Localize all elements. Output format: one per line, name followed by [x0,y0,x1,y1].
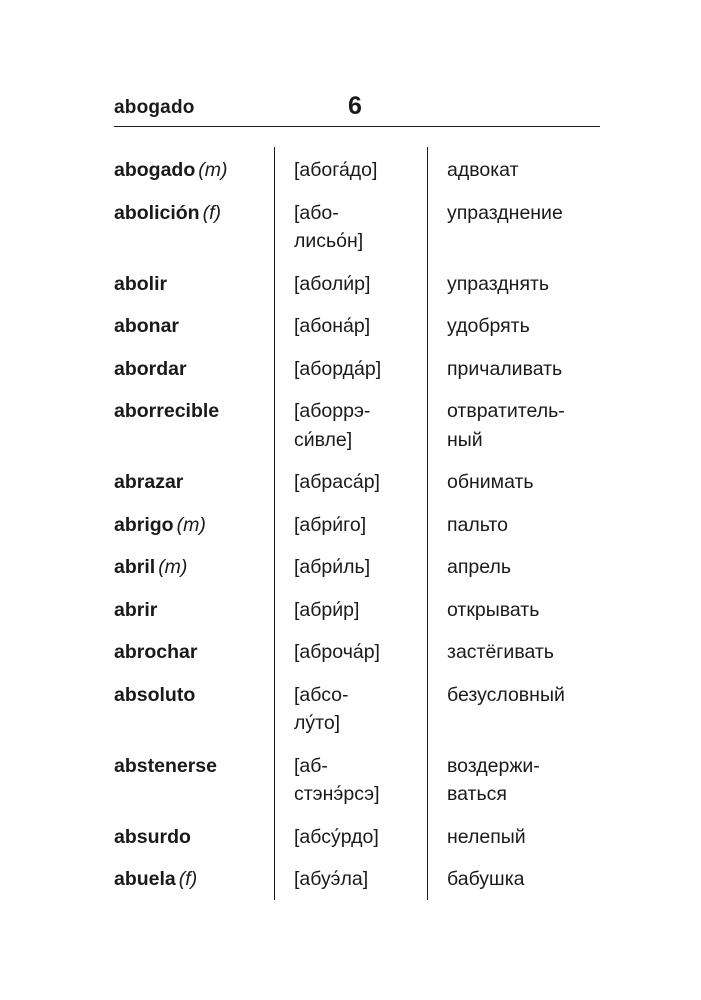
entry-translation: отвратитель- ный [447,400,565,451]
entry-headword-cell [114,638,272,667]
entry-headword: abrazar [114,471,184,493]
entry-pronunciation: [або- лисьо́н] [294,201,364,252]
entry-headword-cell [114,355,272,384]
entry-gender: (f) [202,201,221,224]
entry-translation: обнимать [447,471,534,493]
entry-headword-cell [114,397,272,426]
entry-translation: упразднять [447,272,550,295]
entry-headword: absoluto [114,683,196,706]
entry-headword: abolición [114,201,200,224]
entry-translation: пальто [447,513,508,536]
entry-translation: безусловный [447,683,565,706]
entry-pronunciation: [абраса́р] [294,471,380,493]
entry-headword-cell [114,156,272,185]
entry-pronunciation: [аборда́р] [294,357,382,380]
entry-headword: abrigo [114,513,174,536]
entry-gender: (m) [176,513,206,536]
entry-pronunciation: [абсо- лу́то] [294,683,349,734]
entry-headword: aborrecible [114,400,220,422]
entry-headword-cell [114,823,272,852]
entry-gender: (f) [178,868,198,890]
entry-headword: abrir [114,598,158,621]
entry-headword: abordar [114,357,187,380]
entry-pronunciation: [абога́до] [294,159,378,181]
page-number: 6 [348,92,362,120]
page-header [114,92,600,127]
entry-headword: abolir [114,272,168,295]
entry-translation: причаливать [447,357,563,380]
entry-gender: (m) [198,159,228,181]
entry-translation: упразднение [447,201,563,224]
entry-headword: absurdo [114,825,191,848]
entry-headword: abogado [114,159,196,181]
entry-headword-cell [114,312,272,341]
entry-translation: воздержи- ваться [447,754,540,805]
entry-headword-cell [114,865,272,894]
entry-headword: abuela [114,868,176,890]
entry-pronunciation: [абуэ́ла] [294,868,369,890]
entry-pronunciation: [аброча́р] [294,641,380,663]
entry-translation: нелепый [447,825,526,848]
entry-headword: abril [114,556,156,578]
entry-gender: (m) [158,556,188,578]
entry-translation: удобрять [447,315,530,337]
entry-headword: abonar [114,315,180,337]
entry-translation: застёгивать [447,641,554,663]
entry-headword-cell [114,199,272,228]
entry-pronunciation: [аборрэ- си́вле] [294,400,371,451]
entry-translation: открывать [447,598,540,621]
entry-translation: адвокат [447,159,519,181]
entry-headword-cell [114,681,272,710]
entry-headword: abrochar [114,641,198,663]
entry-pronunciation: [абри́р] [294,598,360,621]
entry-headword-cell [114,511,272,540]
column-divider-right [427,147,428,900]
entry-headword-cell [114,596,272,625]
entry-headword-cell [114,270,272,299]
entry-translation: апрель [447,556,511,578]
entry-headword: abstenerse [114,754,217,777]
entry-headword-cell [114,752,272,781]
column-divider-left [274,147,275,900]
entry-translation: бабушка [447,868,525,890]
entry-pronunciation: [аболи́р] [294,272,371,295]
entry-pronunciation: [абри́ль] [294,556,371,578]
entry-pronunciation: [абсу́рдо] [294,825,379,848]
entry-pronunciation: [абри́го] [294,513,367,536]
entry-headword-cell [114,468,272,497]
entry-pronunciation: [абона́р] [294,315,371,337]
entry-pronunciation: [аб- стэнэ́рсэ] [294,754,380,805]
entry-headword-cell [114,553,272,582]
running-head: abogado [114,97,195,118]
